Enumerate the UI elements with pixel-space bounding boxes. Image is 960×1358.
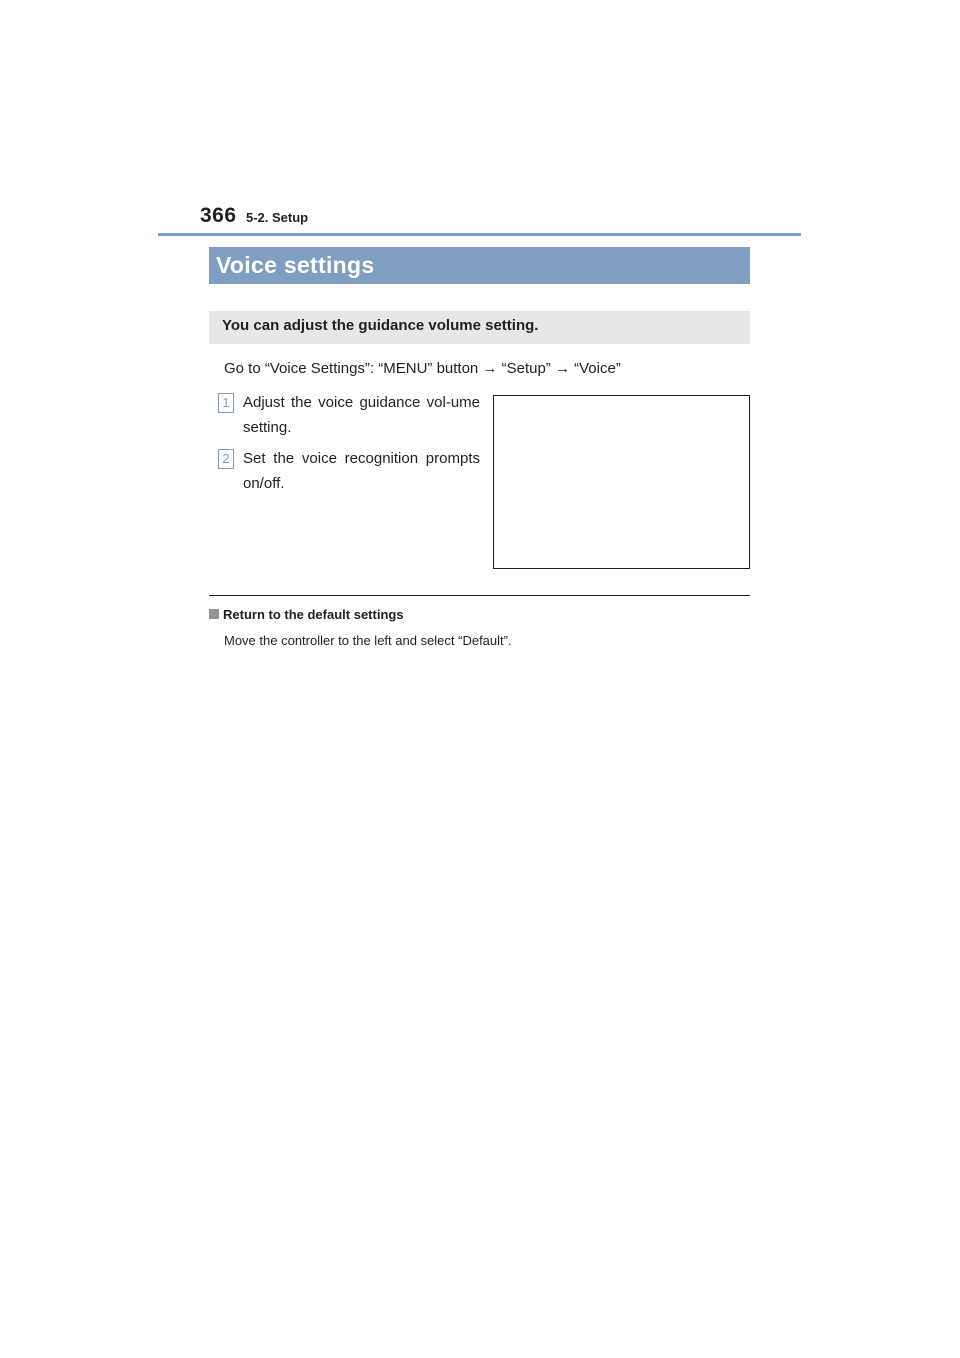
note-body: Move the controller to the left and select “Default”.: [224, 633, 512, 648]
note-divider: [209, 595, 750, 596]
square-bullet-icon: [209, 609, 219, 619]
page-number: 366: [200, 204, 237, 227]
step-text-1: Adjust the voice guidance vol-ume setting.: [243, 394, 480, 436]
summary-text: You can adjust the guidance volume setting.: [222, 317, 539, 334]
page-title: Voice settings: [216, 252, 375, 278]
title-bar: [209, 247, 750, 284]
note-heading: [209, 607, 404, 622]
step-number-1: 1: [218, 393, 234, 413]
note-heading-text: Return to the default settings: [223, 607, 404, 622]
menu-path: Go to “Voice Settings”: “MENU” button → “Setup” → “Voice”: [224, 360, 621, 377]
step-text-2: Set the voice recognition prompts on/off.: [243, 450, 480, 492]
step-list: [216, 390, 480, 502]
section-label: 5-2. Setup: [246, 210, 309, 225]
step-number-2: 2: [218, 449, 234, 469]
step-item: [216, 390, 480, 440]
header-rule: [158, 233, 801, 236]
summary-box: [209, 311, 750, 344]
step-item: [216, 446, 480, 496]
screen-illustration-frame: [493, 395, 750, 569]
